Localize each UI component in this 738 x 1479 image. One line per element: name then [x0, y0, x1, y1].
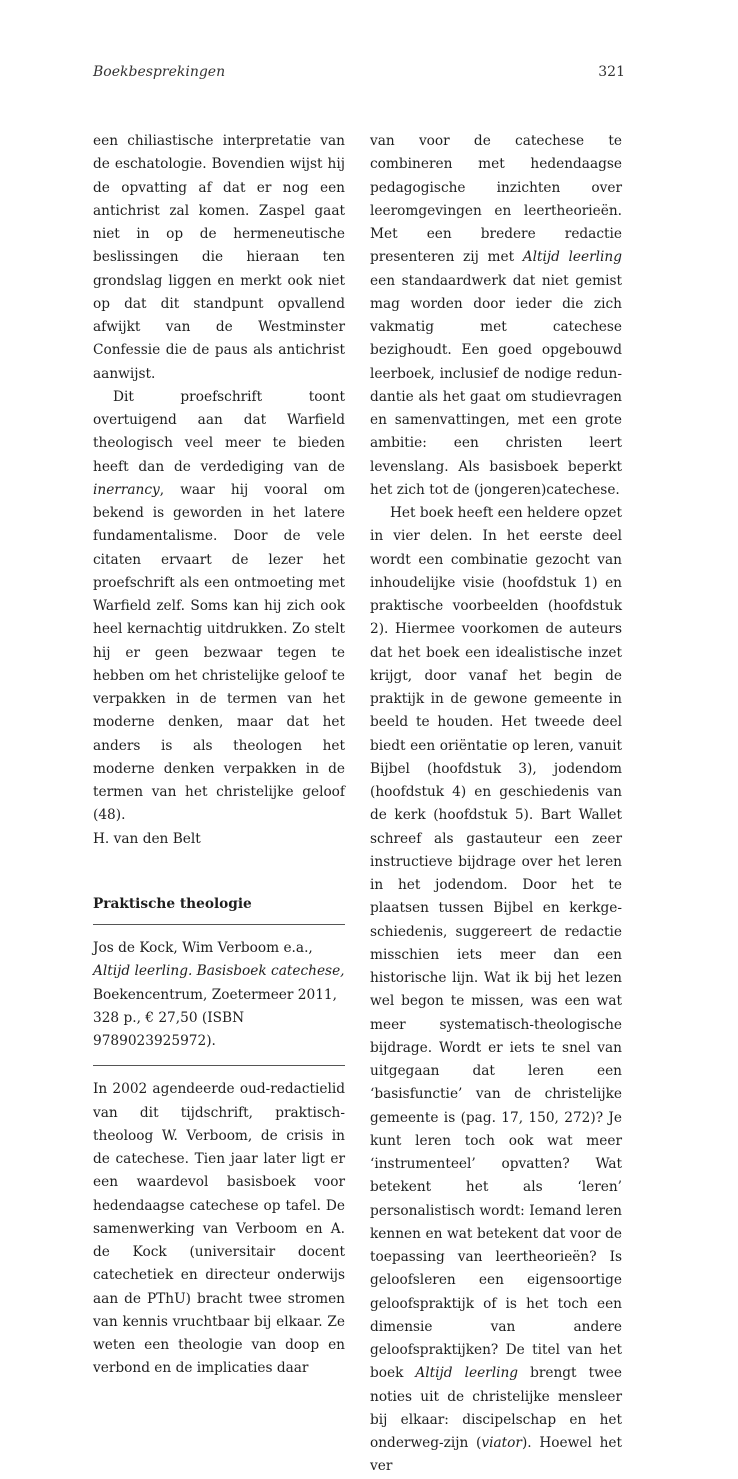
reviewer-signature: H. van den Belt [93, 830, 201, 847]
paragraph: een chiliastische interpretatie van de eschatologie. Bovendien wijst hij de opvatting af dat er nog een antichrist zal komen. Zaspel gaat niet in op de hermeneutische beslissingen die hieraan ten grondslag liggen en merkt ook niet op dat dit standpunt opvallend afwijkt van de Westminster Confessie die de paus als antichrist aanwijst. [93, 133, 345, 382]
section-title: Praktische theologie [93, 895, 252, 912]
book-details: Boekencentrum, Zoetermeer 2011, 328 p., € 27,50 (ISBN 9789023925972). [93, 986, 337, 1049]
text-run: brengt twee noties uit de christelijke mensleer bij elkaar: discipelschap en het onderweg-zijn ( [370, 1365, 622, 1451]
italic-book-title: Altijd leerling [522, 249, 622, 266]
book-authors: Jos de Kock, Wim Verboom e.a., [93, 940, 313, 956]
left-column [93, 130, 345, 1381]
paragraph [93, 386, 345, 828]
text-run: een standaardwerk dat niet gemist mag worden door ieder die zich vakmatig met catechese bezighoudt. Een goed opgebouwd leerboek, inclusief de nodige redundantie als het gaat om studievragen en samenvattingen, met een grote ambitie: een christen leert levenslang. Als basisboek beperkt het zich tot de (jongeren)catechese. [370, 272, 622, 498]
text-run: , waar hij vooral om bekend is geworden in het latere fundamentalisme. Door de vele citaten ervaart de lezer het proefschrift als een ontmoeting met Warfield zelf. Soms kan hij zich ook heel kernachtig uitdrukken. Zo stelt hij er geen bezwaar tegen te hebben om het christelijke geloof te verpakken in de termen van het moderne denken, maar dat het anders is als theologen het moderne denken verpakken in de termen van het christelijke geloof (48). [93, 481, 345, 824]
italic-term: viator [481, 1435, 522, 1451]
italic-term: inerrancy [93, 481, 160, 498]
italic-book-title: Altijd leerling [415, 1365, 519, 1382]
divider [93, 1065, 345, 1066]
book-title: Altijd leerling. Basisboek catechese, [93, 963, 345, 980]
text-run: ). Hoewel het ver [370, 1435, 622, 1475]
right-column [370, 130, 622, 1479]
paragraph: In 2002 agendeerde oud-redactielid van dit tijdschrift, praktisch-theoloog W. Verboom, de crisis in de catechese. Tien jaar later ligt er een waardevol basisboek voor hedendaagse catechese op tafel. De samenwerking van Verboom en A. de Kock (universitair docent catechetiek en directeur onderwijs aan de PThU) bracht twee stromen van kennis vruchtbaar bij elkaar. Ze weten een theologie van doop en verbond en de implicaties daar [93, 1081, 345, 1377]
running-head-title: Boekbesprekingen [93, 64, 226, 80]
page-number: 321 [598, 64, 625, 80]
book-reference [93, 937, 345, 1053]
divider [93, 924, 345, 925]
paragraph [370, 502, 622, 1479]
paragraph [370, 130, 622, 502]
text-run: Het boek heeft een heldere opzet in vier delen. In het eerste deel wordt een combinatie gezocht van inhoudelijke visie (hoofdstuk 1) en praktische voorbeelden (hoofdstuk 2). Hiermee voorkomen de auteurs dat het boek een idealistische inzet krijgt, door vanaf het begin de praktijk in de gewone gemeente in beeld te houden. Het tweede deel biedt een oriëntatie op leren, vanuit Bijbel (hoofdstuk 3), jodendom (hoofdstuk 4) en geschiedenis van de kerk (hoofdstuk 5). Bart Wallet schreef als gastauteur een zeer instructieve bijdrage over het leren in het jodendom. Door het te plaatsen tussen Bijbel en kerkgeschiedenis, suggereert de redactie misschien iets meer dan een historische lijn. Wat ik bij het lezen wel begon te missen, was een wat meer systematisch-theologische bijdrage. Wordt er iets te snel van uitgegaan dat leren een ‘basisfunctie’ van de christelijke gemeente is (pag. 17, 150, 272)? Je kunt leren toch ook wat meer ‘instrumenteel’ opvatten? Wat betekent het als ‘leren’ personalistisch wordt: Iemand leren kennen en wat betekent dat voor de toepassing van leertheorieën? Is geloofsleren een eigensoortige geloofspraktijk of is het toch een dimensie van andere geloofspraktijken? De titel van het boek [370, 505, 622, 1382]
text-run: van voor de catechese te combineren met hedendaagse pedagogische inzichten over leeromgevingen en leertheorieën. Met een bredere redactie presenteren zij met [370, 133, 622, 266]
text-run: Dit proefschrift toont overtuigend aan dat Warfield theologisch veel meer te bieden heeft dan de verdediging van de [93, 388, 345, 475]
